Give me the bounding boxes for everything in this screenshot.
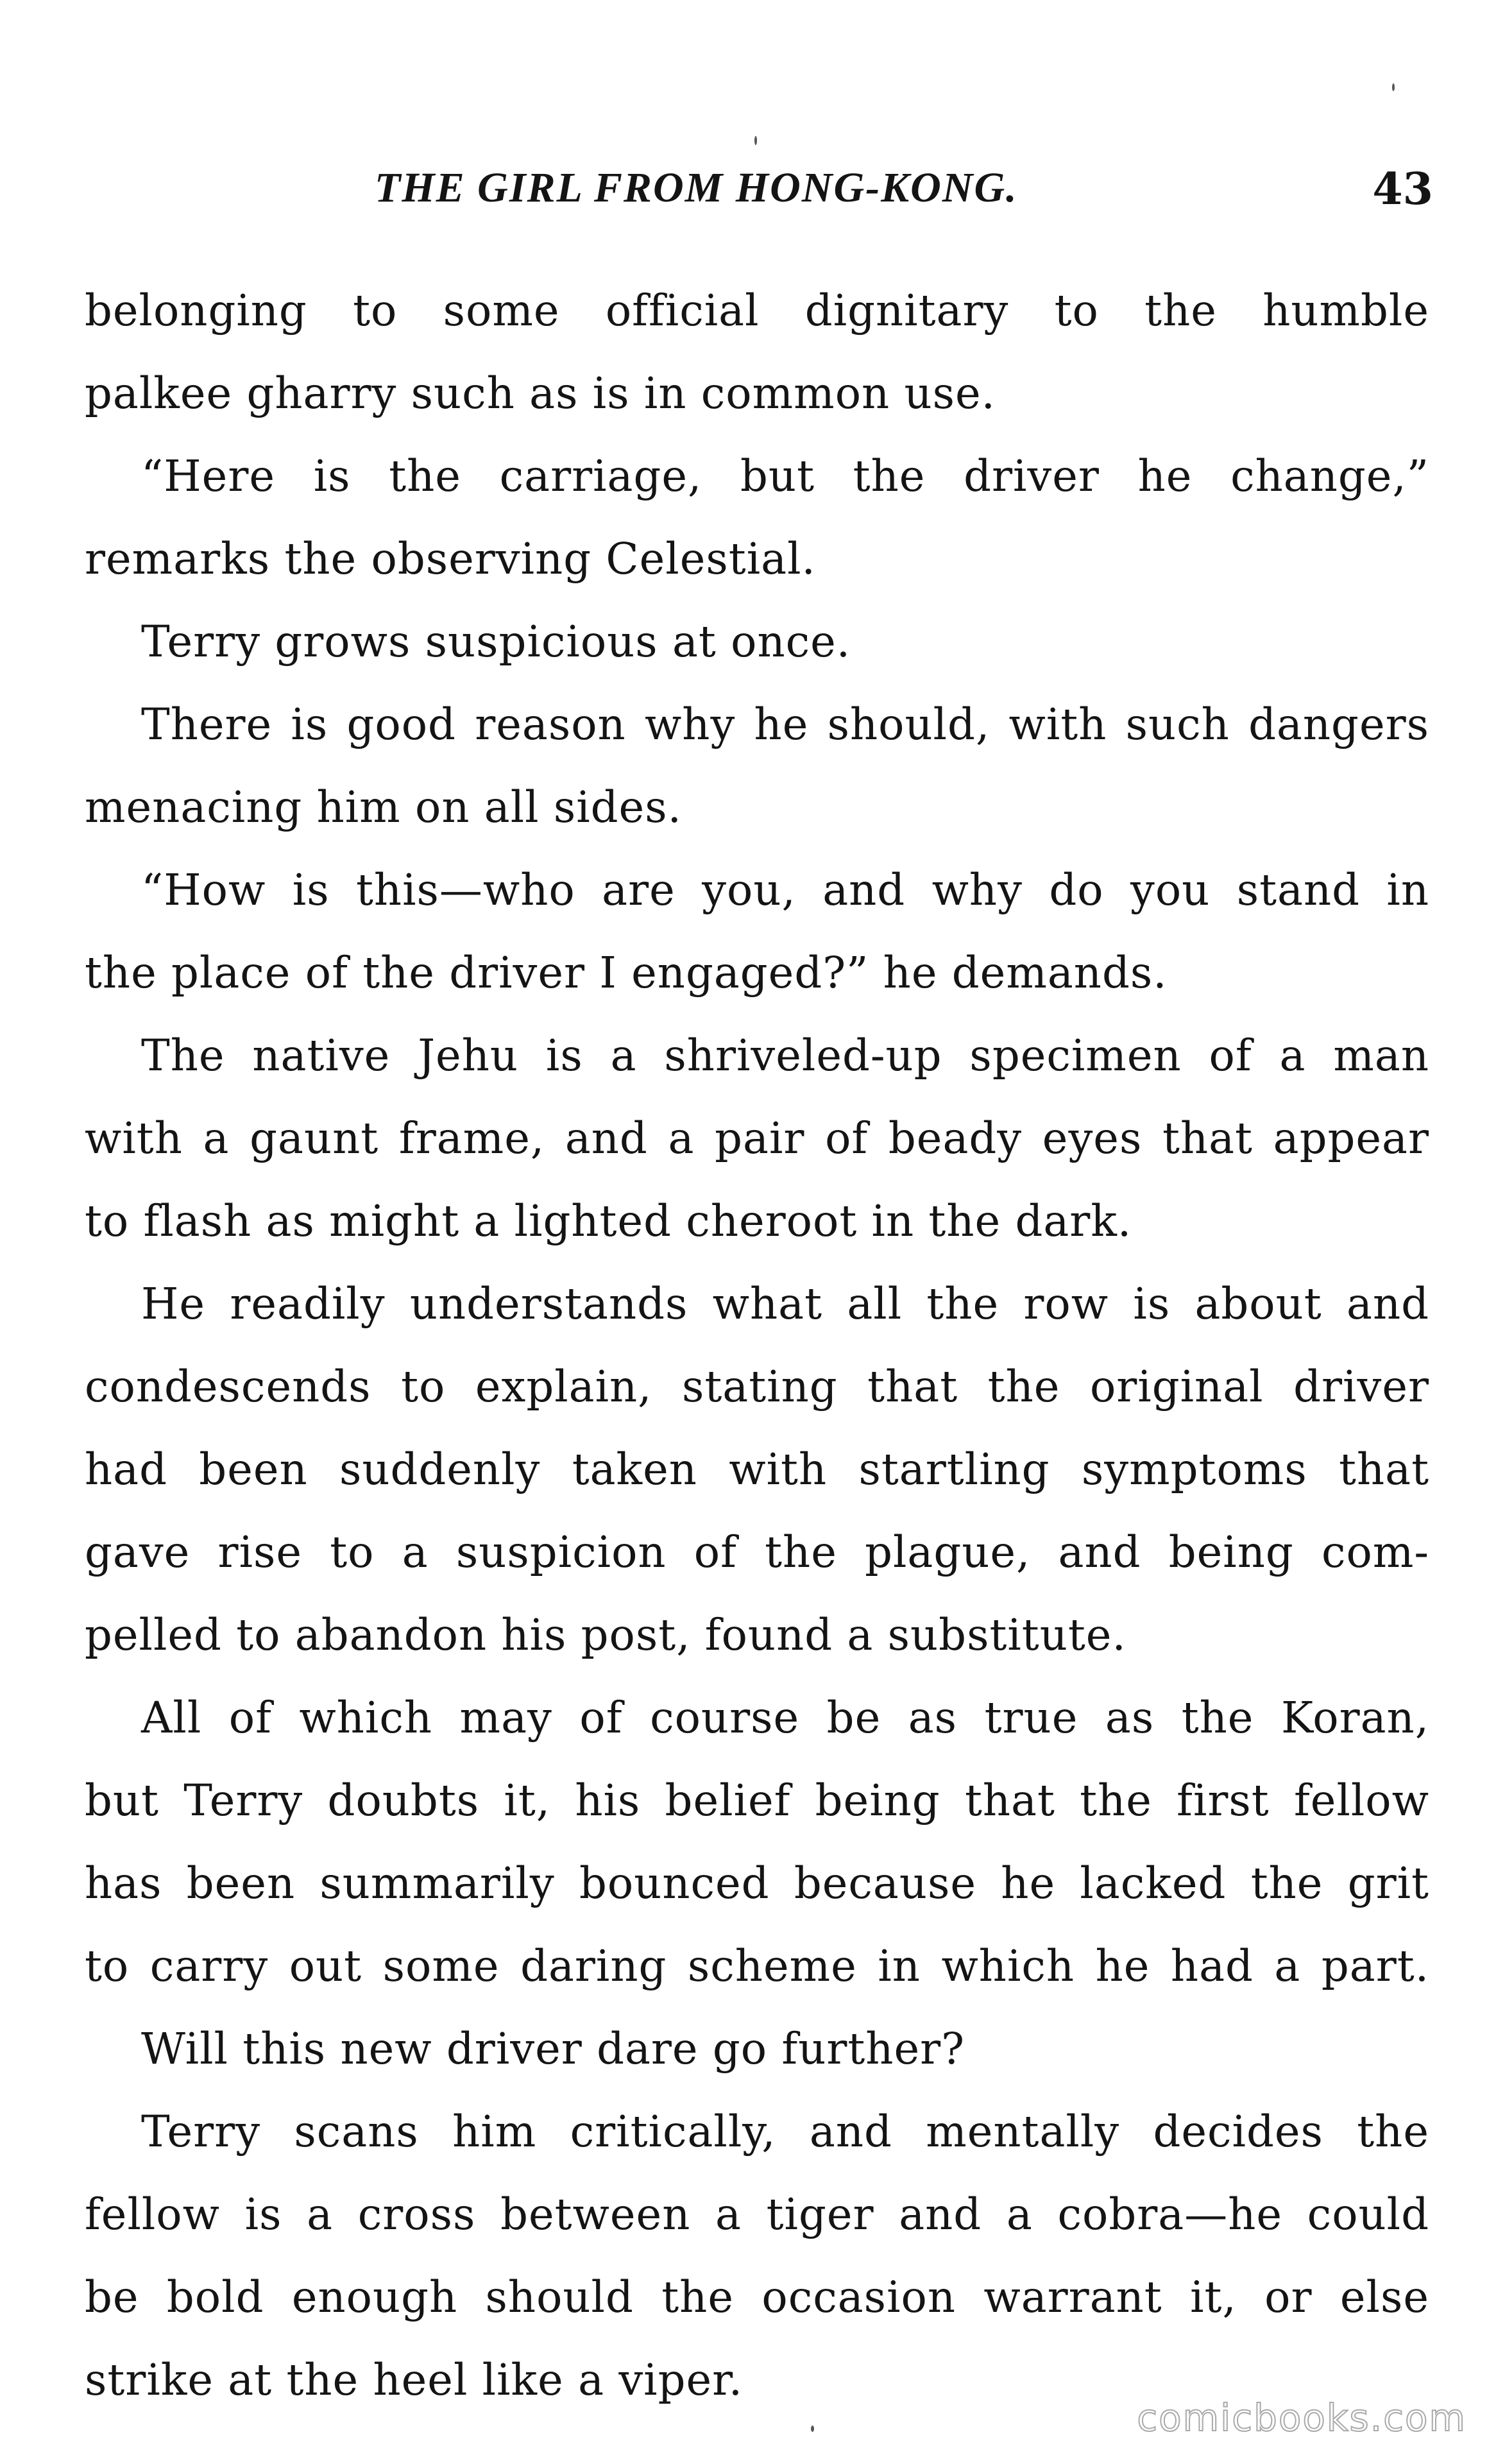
text-line: to flash as might a lighted cheroot in the dark. (85, 1196, 1132, 1246)
print-speck (811, 2426, 814, 2432)
text-line: remarks the observing Celestial. (85, 534, 816, 584)
text-line: pelled to abandon his post, found a substitute. (85, 1610, 1127, 1660)
text-line: Terry scans him critically, and mentally decides the (141, 2107, 1429, 2157)
page-number: 43 (1372, 164, 1433, 215)
text-line: The native Jehu is a shriveled-up specimen of a man (141, 1031, 1429, 1081)
text-line: There is good reason why he should, with such dangers (141, 699, 1429, 749)
print-speck (754, 136, 757, 145)
text-line: He readily understands what all the row is about and (141, 1279, 1429, 1329)
text-line: condescends to explain, stating that the original driver (85, 1362, 1429, 1412)
text-line: Terry grows suspicious at once. (141, 617, 851, 667)
text-line: “How is this—who are you, and why do you stand in (141, 865, 1429, 915)
text-line: strike at the heel like a viper. (85, 2355, 744, 2405)
text-line: to carry out some daring scheme in which he had a part. (85, 1941, 1429, 1991)
text-line: fellow is a cross between a tiger and a cobra—he could (85, 2189, 1429, 2239)
text-line: has been summarily bounced because he lacked the grit (85, 1858, 1429, 1908)
print-speck (1392, 83, 1395, 91)
watermark: comicbooks.com (1137, 2396, 1467, 2440)
text-line: the place of the driver I engaged?” he demands. (85, 948, 1168, 998)
text-line: Will this new driver dare go further? (141, 2024, 965, 2074)
text-line: be bold enough should the occasion warrant it, or else (85, 2272, 1429, 2322)
text-line: palkee gharry such as is in common use. (85, 368, 996, 418)
text-line: All of which may of course be as true as the Koran, (141, 1693, 1429, 1743)
text-line: belonging to some official dignitary to the humble (85, 286, 1429, 336)
text-line: gave rise to a suspicion of the plague, and being com- (85, 1527, 1429, 1577)
text-line: with a gaunt frame, and a pair of beady eyes that appear (85, 1113, 1429, 1163)
text-line: but Terry doubts it, his belief being that the first fellow (85, 1775, 1429, 1826)
text-line: menacing him on all sides. (85, 782, 682, 832)
running-title: THE GIRL FROM HONG-KONG. (375, 164, 1018, 211)
body-text (85, 270, 1429, 2422)
text-line: “Here is the carriage, but the driver he change,” (141, 451, 1429, 501)
text-line: had been suddenly taken with startling symptoms that (85, 1444, 1429, 1494)
